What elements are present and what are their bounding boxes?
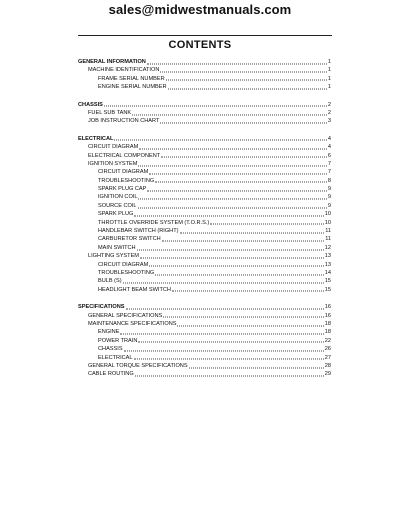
page-title: CONTENTS [168, 39, 232, 51]
toc-entry-label: CHASSIS [98, 346, 123, 353]
toc-leader-dots [134, 359, 324, 360]
toc-leader-dots [135, 375, 324, 376]
toc-section [78, 101, 331, 126]
toc-entry[interactable] [78, 261, 331, 269]
toc-leader-dots [149, 173, 327, 174]
toc-entry[interactable] [78, 75, 331, 83]
toc-section [78, 135, 331, 294]
toc-leader-dots [172, 291, 324, 292]
toc-entry-label: CHASSIS [78, 101, 103, 108]
toc-entry-page-number: 2 [327, 101, 331, 108]
toc-entry[interactable] [78, 269, 331, 277]
toc-entry-label: SPARK PLUG [98, 211, 134, 218]
toc-entry-page-number: 22 [324, 337, 331, 344]
toc-entry[interactable] [78, 185, 331, 193]
toc-entry[interactable] [78, 58, 331, 66]
toc-entry-page-number: 16 [324, 304, 331, 311]
toc-leader-dots [168, 88, 327, 89]
toc-leader-dots [124, 350, 324, 351]
toc-entry-label: THROTTLE OVERRIDE SYSTEM (T.O.R.S.) [98, 219, 210, 226]
toc-entry-page-number: 15 [324, 278, 331, 285]
toc-entry-label: ENGINE SERIAL NUMBER [98, 84, 167, 91]
toc-entry-page-number: 1 [327, 75, 331, 82]
toc-entry-label: SOURCE COIL [98, 202, 137, 209]
toc-entry[interactable] [78, 109, 331, 117]
toc-entry-label: LIGHTING SYSTEM [88, 253, 139, 260]
toc-entry[interactable] [78, 354, 331, 362]
toc-section [78, 303, 331, 379]
toc-entry[interactable] [78, 252, 331, 260]
toc-entry-label: CABLE ROUTING [88, 371, 134, 378]
toc-leader-dots [134, 215, 323, 216]
toc-entry-label: HEADLIGHT BEAM SWITCH [98, 286, 171, 293]
toc-entry-label: HANDLEBAR SWITCH (RIGHT) [98, 228, 179, 235]
toc-entry-label: GENERAL INFORMATION [78, 59, 146, 65]
toc-entry[interactable] [78, 244, 331, 252]
toc-entry-page-number: 28 [324, 362, 331, 369]
toc-entry-page-number: 18 [324, 329, 331, 336]
toc-entry-label: GENERAL TORQUE SPECIFICATIONS [88, 362, 188, 369]
toc-leader-dots [126, 308, 324, 309]
toc-leader-dots [160, 123, 327, 124]
toc-entry[interactable] [78, 337, 331, 345]
toc-entry-label: SPECIFICATIONS [78, 304, 125, 311]
toc-leader-dots [162, 241, 325, 242]
toc-entry[interactable] [78, 177, 331, 185]
table-of-contents [78, 58, 331, 388]
toc-entry[interactable] [78, 66, 331, 74]
toc-entry-page-number: 7 [327, 169, 331, 176]
toc-entry-page-number: 9 [327, 194, 331, 201]
toc-entry[interactable] [78, 370, 331, 378]
toc-entry-page-number: 18 [324, 320, 331, 327]
title-rule [78, 35, 332, 36]
toc-leader-dots [180, 232, 325, 233]
toc-entry-label: ENGINE [98, 329, 120, 336]
toc-entry[interactable] [78, 143, 331, 151]
toc-leader-dots [177, 325, 323, 326]
toc-entry-label: MAINTENANCE SPECIFICATIONS [88, 320, 177, 327]
toc-leader-dots [149, 266, 324, 267]
toc-entry-page-number: 1 [327, 59, 331, 65]
toc-entry[interactable] [78, 202, 331, 210]
toc-leader-dots [155, 182, 327, 183]
toc-entry-label: MAIN SWITCH [98, 244, 136, 251]
toc-entry-page-number: 8 [327, 177, 331, 184]
toc-entry-page-number: 9 [327, 186, 331, 193]
toc-entry-label: MACHINE IDENTIFICATION [88, 67, 160, 74]
toc-entry-page-number: 4 [327, 144, 331, 151]
header-email: sales@midwestmanuals.com [108, 2, 292, 17]
toc-entry-label: FRAME SERIAL NUMBER [98, 75, 165, 82]
toc-entry[interactable] [78, 277, 331, 285]
toc-entry[interactable] [78, 160, 331, 168]
toc-entry-label: CIRCUIT DIAGRAM [98, 169, 149, 176]
toc-leader-dots [137, 249, 324, 250]
toc-entry-label: ELECTRICAL [78, 135, 114, 142]
toc-leader-dots [123, 283, 324, 284]
toc-section [78, 58, 331, 92]
toc-leader-dots [147, 63, 327, 64]
toc-entry-label: JOB INSTRUCTION CHART [88, 118, 160, 125]
toc-leader-dots [160, 72, 327, 73]
toc-entry-page-number: 2 [327, 109, 331, 116]
toc-entry-label: TROUBLESHOOTING [98, 269, 155, 276]
toc-entry[interactable] [78, 227, 331, 235]
toc-leader-dots [140, 257, 324, 258]
toc-entry[interactable] [78, 320, 331, 328]
toc-entry-page-number: 4 [327, 135, 331, 142]
toc-entry-label: CIRCUIT DIAGRAM [98, 261, 149, 268]
toc-entry-label: FUEL SUB TANK [88, 109, 132, 116]
toc-leader-dots [120, 334, 323, 335]
toc-leader-dots [163, 317, 323, 318]
toc-entry-page-number: 13 [324, 253, 331, 260]
toc-entry-page-number: 3 [327, 118, 331, 125]
toc-leader-dots [138, 165, 326, 166]
toc-entry-page-number: 26 [324, 346, 331, 353]
toc-entry-page-number: 27 [324, 354, 331, 361]
toc-entry[interactable] [78, 135, 331, 143]
toc-entry-label: IGNITION COIL [98, 194, 138, 201]
toc-entry-label: IGNITION SYSTEM [88, 160, 138, 167]
toc-entry-page-number: 7 [327, 160, 331, 167]
toc-entry[interactable] [78, 101, 331, 109]
toc-entry-page-number: 10 [324, 211, 331, 218]
toc-entry-label: BULB (S) [98, 278, 122, 285]
toc-entry-page-number: 15 [324, 286, 331, 293]
toc-leader-dots [155, 274, 324, 275]
toc-leader-dots [139, 148, 327, 149]
toc-leader-dots [132, 114, 327, 115]
toc-entry-page-number: 10 [324, 219, 331, 226]
toc-entry-page-number: 12 [324, 244, 331, 251]
toc-entry-label: SPARK PLUG CAP [98, 186, 147, 193]
toc-entry[interactable] [78, 210, 331, 218]
toc-entry[interactable] [78, 286, 331, 294]
toc-entry[interactable] [78, 219, 331, 227]
toc-entry-page-number: 16 [324, 312, 331, 319]
toc-entry-page-number: 13 [324, 261, 331, 268]
toc-entry-page-number: 11 [325, 236, 331, 243]
toc-entry[interactable] [78, 152, 331, 160]
toc-entry[interactable] [78, 345, 331, 353]
toc-entry-page-number: 9 [327, 202, 331, 209]
toc-leader-dots [210, 224, 324, 225]
toc-entry-label: ELECTRICAL [98, 354, 133, 361]
toc-entry-page-number: 1 [327, 67, 331, 74]
toc-leader-dots [138, 342, 323, 343]
toc-leader-dots [114, 140, 326, 141]
toc-entry[interactable] [78, 362, 331, 370]
toc-entry-label: CARBURETOR SWITCH [98, 236, 161, 243]
toc-entry[interactable] [78, 312, 331, 320]
toc-entry[interactable] [78, 235, 331, 243]
toc-entry-page-number: 29 [324, 371, 331, 378]
toc-entry-label: CIRCUIT DIAGRAM [88, 144, 139, 151]
toc-entry[interactable] [78, 83, 331, 91]
toc-leader-dots [138, 207, 327, 208]
toc-leader-dots [161, 157, 327, 158]
toc-entry-page-number: 14 [324, 269, 331, 276]
toc-entry[interactable] [78, 303, 331, 311]
toc-entry-label: ELECTRICAL COMPONENT [88, 152, 161, 159]
toc-leader-dots [166, 80, 327, 81]
toc-entry[interactable] [78, 117, 331, 125]
toc-entry[interactable] [78, 193, 331, 201]
toc-leader-dots [147, 190, 326, 191]
toc-leader-dots [104, 106, 327, 107]
toc-entry[interactable] [78, 328, 331, 336]
toc-entry-label: GENERAL SPECIFICATIONS [88, 312, 163, 319]
toc-leader-dots [189, 367, 324, 368]
toc-entry-page-number: 6 [327, 152, 331, 159]
toc-entry-page-number: 1 [327, 84, 331, 91]
toc-entry-page-number: 11 [325, 228, 331, 235]
toc-entry-label: POWER TRAIN [98, 337, 138, 344]
toc-entry[interactable] [78, 168, 331, 176]
toc-entry-label: TROUBLESHOOTING [98, 177, 155, 184]
toc-leader-dots [138, 199, 326, 200]
